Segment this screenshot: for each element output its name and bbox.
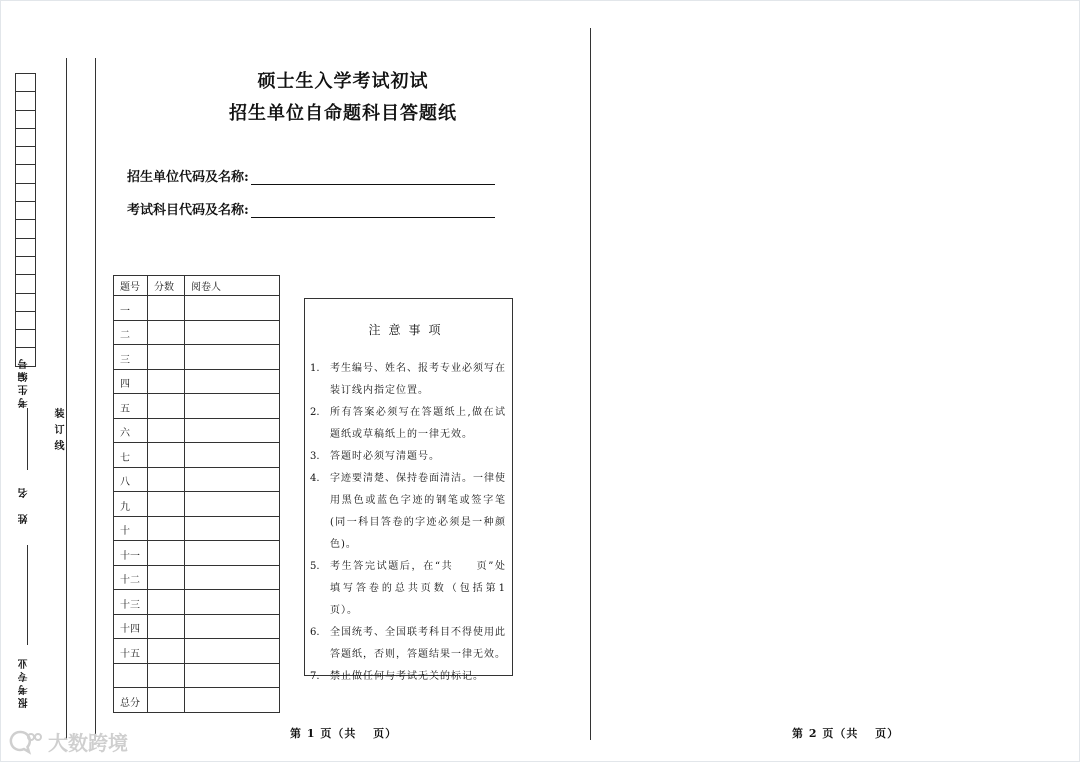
score-cell[interactable] [148,320,185,345]
grader-cell[interactable] [185,492,280,517]
score-table-header [114,276,280,296]
question-number-cell: 七 [114,443,148,468]
header-score: 分数 [148,276,185,296]
table-row [114,369,280,394]
chat-bubble-icon [8,729,42,755]
title-line-1: 硕士生入学考试初试 [257,71,429,92]
question-number-cell: 六 [114,418,148,443]
table-row [114,345,280,370]
question-number-cell: 三 [114,345,148,370]
score-cell[interactable] [148,443,185,468]
grader-cell[interactable] [185,394,280,419]
score-cell[interactable] [148,418,185,443]
table-row [114,394,280,419]
grader-cell[interactable] [185,345,280,370]
notice-item-number: 1. [310,363,320,374]
exam-number-box[interactable] [16,330,35,348]
question-number-cell: 总分 [114,688,148,713]
notice-box [304,298,513,682]
notice-item-text: 禁止做任何与考试无关的标记。 [330,671,484,682]
score-table [113,275,280,713]
grader-cell[interactable] [185,467,280,492]
grader-cell[interactable] [185,320,280,345]
notice-item-text: 全国统考、全国联考科目不得使用此答题纸，否则，答题结果一律无效。 [330,627,506,660]
score-cell[interactable] [148,394,185,419]
grader-cell[interactable] [185,443,280,468]
binding-line-label: 装订线 [52,408,63,456]
table-row [114,688,280,713]
exam-number-box[interactable] [16,129,35,147]
table-row [114,663,280,688]
exam-number-box[interactable] [16,111,35,129]
score-cell[interactable] [148,663,185,688]
watermark-text: 大数跨境 [48,731,128,755]
score-cell[interactable] [148,369,185,394]
exam-number-box[interactable] [16,312,35,330]
unit-field-line[interactable] [251,169,495,185]
notice-item [310,622,506,666]
exam-number-box[interactable] [16,202,35,220]
exam-number-box[interactable] [16,239,35,257]
table-row [114,516,280,541]
table-row [114,639,280,664]
table-row [114,418,280,443]
grader-cell[interactable] [185,688,280,713]
grader-cell[interactable] [185,590,280,615]
grader-cell[interactable] [185,516,280,541]
table-row [114,492,280,517]
exam-number-box[interactable] [16,92,35,110]
score-cell[interactable] [148,639,185,664]
grader-cell[interactable] [185,418,280,443]
grader-cell[interactable] [185,369,280,394]
score-cell[interactable] [148,541,185,566]
question-number-cell [114,663,148,688]
notice-item-text: 考生编号、姓名、报考专业必须写在装订线内指定位置。 [330,363,506,396]
title-line-2: 招生单位自命题科目答题纸 [229,103,457,124]
table-row [114,296,280,321]
grader-cell[interactable] [185,541,280,566]
question-number-cell: 一 [114,296,148,321]
exam-number-box[interactable] [16,220,35,238]
exam-number-box[interactable] [16,184,35,202]
header-question-no: 题号 [114,276,148,296]
notice-item-text: 考生答完试题后，在“共 页”处填写答卷的总共页数（包括第1页）。 [330,561,506,616]
exam-number-box[interactable] [16,275,35,293]
page-number-2: 第 2 页（共 页） [792,727,900,740]
score-cell[interactable] [148,614,185,639]
notice-item-number: 5. [310,561,320,572]
score-cell[interactable] [148,296,185,321]
notice-item-number: 6. [310,627,320,638]
table-row [114,590,280,615]
watermark [8,727,128,756]
notice-item [310,468,506,556]
header-grader: 阅卷人 [185,276,280,296]
subject-field[interactable] [127,199,495,218]
question-number-cell: 十三 [114,590,148,615]
question-number-cell: 二 [114,320,148,345]
notice-title: 注意事项 [368,323,449,337]
score-cell[interactable] [148,467,185,492]
notice-item [310,556,506,622]
subject-field-label: 考试科目代码及名称: [127,203,249,218]
name-fill-line [27,408,28,470]
page-divider [590,28,591,740]
exam-number-label: 考生编号 [19,356,30,408]
question-number-cell: 八 [114,467,148,492]
subject-field-line[interactable] [251,202,495,218]
question-number-cell: 五 [114,394,148,419]
question-number-cell: 四 [114,369,148,394]
table-row [114,565,280,590]
notice-item-text: 所有答案必须写在答题纸上,做在试题纸或草稿纸上的一律无效。 [330,407,506,440]
grader-cell[interactable] [185,639,280,664]
score-cell[interactable] [148,565,185,590]
notice-item [310,402,506,446]
exam-number-box[interactable] [16,257,35,275]
notice-item-number: 2. [310,407,320,418]
binding-line-left [66,58,67,740]
notice-item-text: 答题时必须写清题号。 [330,451,440,462]
score-cell[interactable] [148,492,185,517]
binding-line-right [95,58,96,740]
table-row [114,443,280,468]
exam-number-box[interactable] [16,147,35,165]
score-cell[interactable] [148,590,185,615]
score-cell[interactable] [148,345,185,370]
question-number-cell: 十一 [114,541,148,566]
question-number-cell: 九 [114,492,148,517]
notice-item-number: 4. [310,473,320,484]
major-label: 报考专业 [19,656,30,708]
notice-item [310,358,506,402]
exam-number-box[interactable] [16,294,35,312]
major-fill-line [27,545,28,645]
grader-cell[interactable] [185,296,280,321]
question-number-cell: 十五 [114,639,148,664]
notice-item-number: 3. [310,451,320,462]
notice-item-number: 7. [310,671,320,682]
question-number-cell: 十 [114,516,148,541]
name-label: 姓 名 [19,485,30,524]
question-number-cell: 十二 [114,565,148,590]
notice-item [310,666,506,688]
table-row [114,614,280,639]
page-number-1: 第 1 页（共 页） [290,727,398,740]
table-row [114,467,280,492]
notice-list [305,358,512,688]
grader-cell[interactable] [185,614,280,639]
grader-cell[interactable] [185,565,280,590]
exam-number-box[interactable] [16,165,35,183]
exam-number-boxes[interactable] [15,73,36,367]
table-row [114,541,280,566]
grader-cell[interactable] [185,663,280,688]
exam-number-box[interactable] [16,74,35,92]
unit-field-label: 招生单位代码及名称: [127,170,249,185]
notice-item-text: 字迹要清楚、保持卷面清洁。一律使用黑色或蓝色字迹的钢笔或签字笔(同一科目答卷的字迹必须是一种颜色)。 [330,473,506,550]
table-row [114,320,280,345]
notice-item [310,446,506,468]
score-cell[interactable] [148,688,185,713]
question-number-cell: 十四 [114,614,148,639]
score-cell[interactable] [148,516,185,541]
unit-field[interactable] [127,166,495,185]
